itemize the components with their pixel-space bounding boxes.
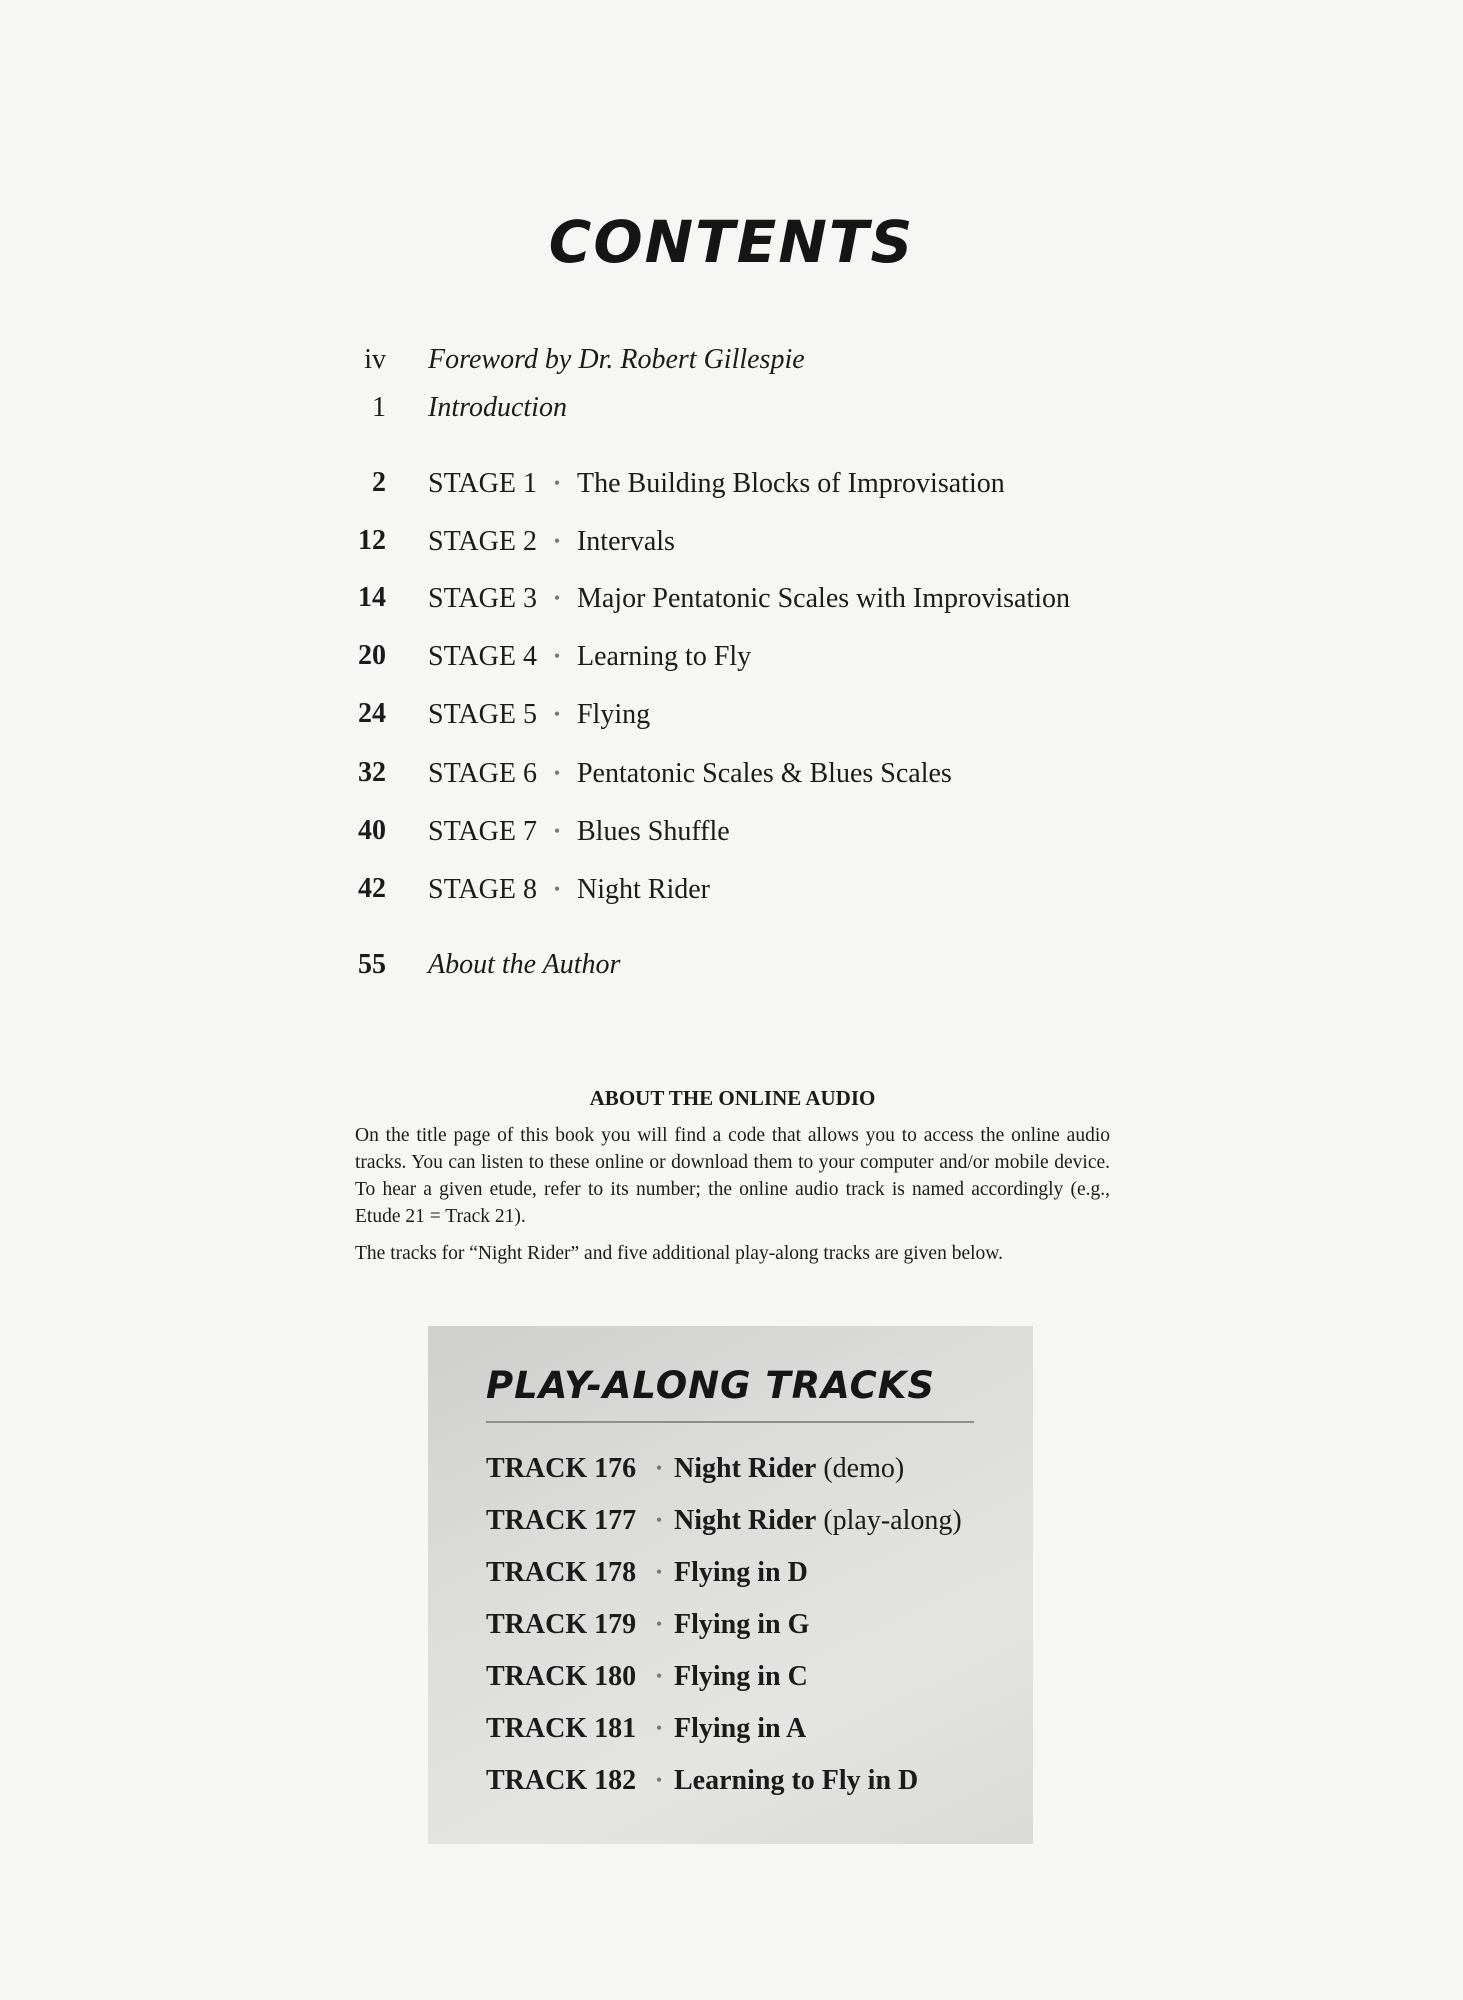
toc-entry-title: Major Pentatonic Scales with Improvisation (576, 583, 1071, 614)
toc-stage-label: STAGE 1 (428, 468, 537, 499)
toc-page-number: iv (364, 344, 386, 375)
bullet-icon: • (553, 704, 561, 724)
toc-entry-title: Learning to Fly (576, 641, 752, 672)
track-row (486, 1760, 918, 1800)
toc-entry-title: About the Author (428, 949, 621, 980)
track-number: TRACK 181 (486, 1713, 637, 1744)
toc-page-number: 20 (358, 640, 386, 671)
bullet-icon: • (553, 588, 561, 608)
bullet-icon: • (655, 1562, 663, 1582)
toc-entry-title: Night Rider (576, 874, 710, 905)
bullet-icon: • (553, 879, 561, 899)
toc-entry-title: Introduction (428, 392, 567, 423)
track-number: TRACK 182 (486, 1765, 637, 1796)
audio-paragraph: The tracks for “Night Rider” and five additional play-along tracks are given below. (355, 1243, 1003, 1264)
toc-entry (428, 811, 730, 852)
toc-page-number: 55 (358, 949, 386, 980)
toc-entry (428, 753, 952, 794)
bullet-icon: • (553, 763, 561, 783)
track-number: TRACK 180 (486, 1661, 637, 1692)
bullet-icon: • (553, 821, 561, 841)
toc-page-number: 40 (358, 815, 386, 846)
toc-stage-label: STAGE 3 (428, 583, 537, 614)
track-title: Flying in C (674, 1661, 808, 1692)
bullet-icon: • (655, 1770, 663, 1790)
toc-entry (428, 521, 675, 562)
track-title: Flying in D (674, 1557, 808, 1588)
page-title: CONTENTS (548, 208, 915, 276)
online-audio-section (355, 1085, 1110, 1277)
toc-entry (428, 636, 751, 677)
toc-entry (428, 694, 650, 735)
track-number: TRACK 179 (486, 1609, 637, 1640)
toc-entry (428, 869, 710, 910)
toc-entry-title: Pentatonic Scales & Blues Scales (576, 758, 952, 789)
track-row (486, 1552, 808, 1592)
track-title: Night Rider (674, 1453, 817, 1484)
bullet-icon: • (553, 646, 561, 666)
toc-page-number: 32 (358, 757, 386, 788)
toc-page-number: 2 (372, 467, 386, 498)
audio-paragraph: On the title page of this book you will find a code that allows you to access the online audio tracks. You can listen to these online or download them to your computer and/or mobile device. To hear a given etude, refer to its number; the online audio track is named accordingly (e.g., Etude 21 = Track 21). (355, 1125, 1110, 1227)
play-along-tracks-box (428, 1326, 1033, 1844)
track-row (486, 1448, 904, 1488)
toc-entry (428, 463, 1005, 504)
play-along-title: PLAY-ALONG TRACKS (486, 1364, 936, 1407)
track-number: TRACK 178 (486, 1557, 637, 1588)
toc-entry (428, 578, 1070, 619)
bullet-icon: • (655, 1458, 663, 1478)
toc-stage-label: STAGE 8 (428, 874, 537, 905)
track-number: TRACK 176 (486, 1453, 637, 1484)
toc-entry-title: Intervals (576, 526, 675, 557)
toc-page-number: 1 (372, 392, 386, 423)
toc-page-number: 12 (358, 525, 386, 556)
track-number: TRACK 177 (486, 1505, 637, 1536)
track-title: Flying in A (674, 1713, 807, 1744)
toc-entry-title: Foreword by Dr. Robert Gillespie (428, 344, 805, 375)
bullet-icon: • (553, 531, 561, 551)
toc-entry-title: Flying (576, 699, 651, 730)
track-row (486, 1604, 809, 1644)
audio-heading: ABOUT THE ONLINE AUDIO (589, 1086, 876, 1110)
toc-stage-label: STAGE 7 (428, 816, 537, 847)
toc-stage-label: STAGE 4 (428, 641, 537, 672)
bullet-icon: • (655, 1666, 663, 1686)
track-title: Learning to Fly in D (674, 1765, 919, 1796)
toc-page-number: 24 (358, 698, 386, 729)
track-row (486, 1656, 808, 1696)
bullet-icon: • (553, 473, 561, 493)
divider (486, 1421, 974, 1423)
bullet-icon: • (655, 1510, 663, 1530)
toc-page-number: 14 (358, 582, 386, 613)
bullet-icon: • (655, 1718, 663, 1738)
track-suffix: (demo) (816, 1453, 905, 1484)
track-row (486, 1500, 962, 1540)
toc-stage-label: STAGE 2 (428, 526, 537, 557)
track-suffix: (play-along) (816, 1505, 962, 1536)
toc-entry-title: Blues Shuffle (576, 816, 730, 847)
track-title: Flying in G (674, 1609, 810, 1640)
track-title: Night Rider (674, 1505, 817, 1536)
bullet-icon: • (655, 1614, 663, 1634)
toc-stage-label: STAGE 6 (428, 758, 537, 789)
toc-stage-label: STAGE 5 (428, 699, 537, 730)
toc-page-number: 42 (358, 873, 386, 904)
toc-entry-title: The Building Blocks of Improvisation (576, 468, 1005, 499)
track-row (486, 1708, 806, 1748)
